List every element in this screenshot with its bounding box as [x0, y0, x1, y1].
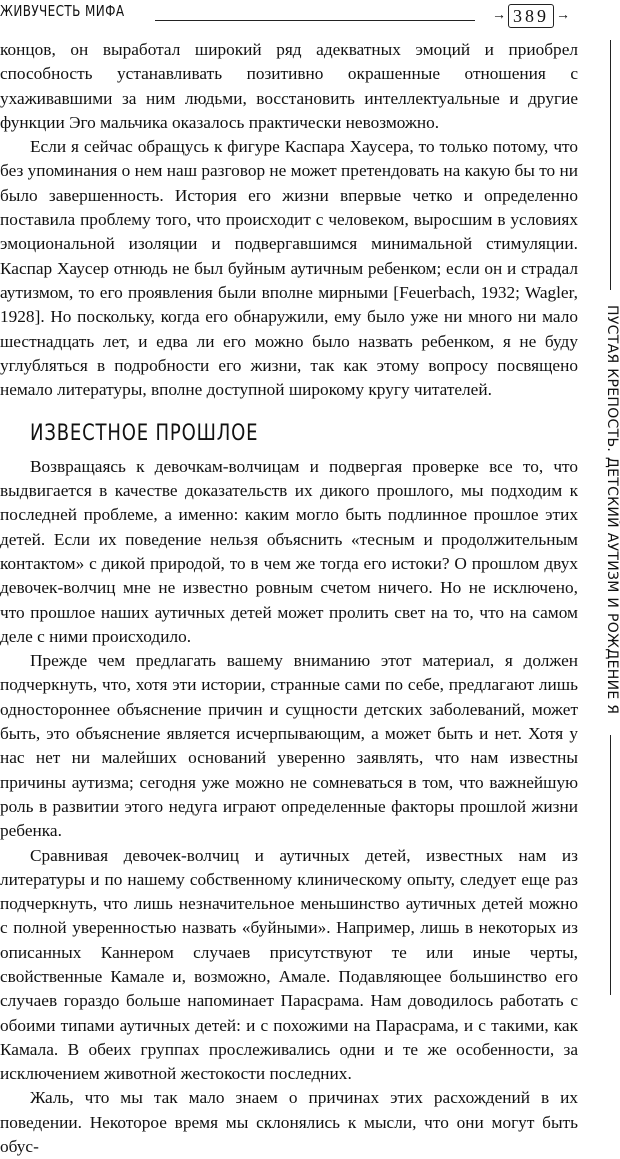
running-head: ЖИВУЧЕСТЬ МИФА [0, 2, 125, 20]
page-number: 389 [508, 4, 554, 28]
paragraph: концов, он выработал широкий ряд адекватных эмоций и приобрел способность устанавливать позитивно окрашенные отношения с ухаживавшими за ним людьми, восстановить интеллектуальные и другие функции Эго мальчика оказалось практически невозможно. [0, 40, 578, 132]
paragraph: Жаль, что мы так мало знаем о причинах этих расхождений в их поведении. Некоторое время мы склонялись к мысли, что они могут быть обус- [0, 1088, 578, 1157]
side-rule-bottom [610, 735, 611, 995]
paragraph: Сравнивая девочек-волчиц и аутичных детей, известных нам из литературы и по нашему собственному клиническому опыту, следует еще раз подчеркнуть, что лишь незначительное меньшинство аутичных детей можно с полной уверенностью назвать «буйными». Например, лишь в некоторых из описанных Каннером случаев присутствуют те или иные черты, свойственные Камале и, возможно, Амале. Подавляющее большинство его случаев гораздо больше напоминает Парасрама. Нам доводилось работать с обоими типами аутичных детей: и с похожими на Парасрама, и с такими, как Камала. В обеих группах прослеживались одни и те же особенности, за исключением животной жестокости последних. [0, 845, 578, 1084]
section-heading: ИЗВЕСТНОЕ ПРОШЛОЕ [30, 421, 259, 447]
arrow-left-ornament: → [492, 8, 506, 23]
paragraph: Если я сейчас обращусь к фигуре Каспара Хаусера, то только потому, что без упоминания о нем наш разговор не может претендовать на какую бы то ни было завершенность. История его жизни впервые четко и определенно поставила проблему того, что происходит с человеком, выросшим в условиях эмоциональной изоляции и подвергавшимся минимальной стимуляции. Каспар Хаусер отнюдь не был буйным аутичным ребенком; если он и страдал аутизмом, то его проявления были вполне мирными [Feuerbach, 1932; Wagler, 1928]. Но поскольку, когда его обнаружили, ему было уже ни много ни мало шестнадцать лет, и едва ли его можно было назвать ребенком, я не буду углубляться в подробности его жизни, так как этому вопросу посвящено немало литературы, вполне доступной широкому кругу читателей. [0, 137, 579, 400]
body-text [0, 38, 578, 1159]
arrow-right-ornament: → [556, 8, 570, 23]
page-number-box [492, 2, 568, 30]
side-book-title: ПУСТАЯ КРЕПОСТЬ. ДЕТСКИЙ АУТИЗМ И РОЖДЕНИЕ Я [604, 305, 620, 715]
side-rule-top [610, 40, 611, 290]
header-rule [155, 20, 475, 21]
paragraph: Прежде чем предлагать вашему вниманию этот материал, я должен подчеркнуть, что, хотя эти истории, странные сами по себе, предлагают лишь одностороннее объяснение причин и сущности детских заболеваний, может быть, это объяснение является исчерпывающим, а может быть и нет. Хотя у нас нет ни малейших оснований уверенно заявлять, что нам известны причины аутизма; сегодня уже можно не сомневаться в том, что важнейшую роль в развитии этого недуга играют определенные факторы прошлой жизни ребенка. [0, 651, 578, 841]
paragraph: Возвращаясь к девочкам-волчицам и подвергая проверке все то, что выдвигается в качестве доказательств их дикого прошлого, мы подходим к последней проблеме, а именно: каким могло быть подлинное прошлое этих детей. Если их поведение нельзя объяснить «тесным и продолжительным контактом» с дикой природой, то в чем же тогда его истоки? О прошлом двух девочек-волчиц мне не известно ровным счетом ничего. Но не исключено, что прошлое наших аутичных детей может пролить свет на то, что на самом деле с ними происходило. [0, 456, 578, 646]
